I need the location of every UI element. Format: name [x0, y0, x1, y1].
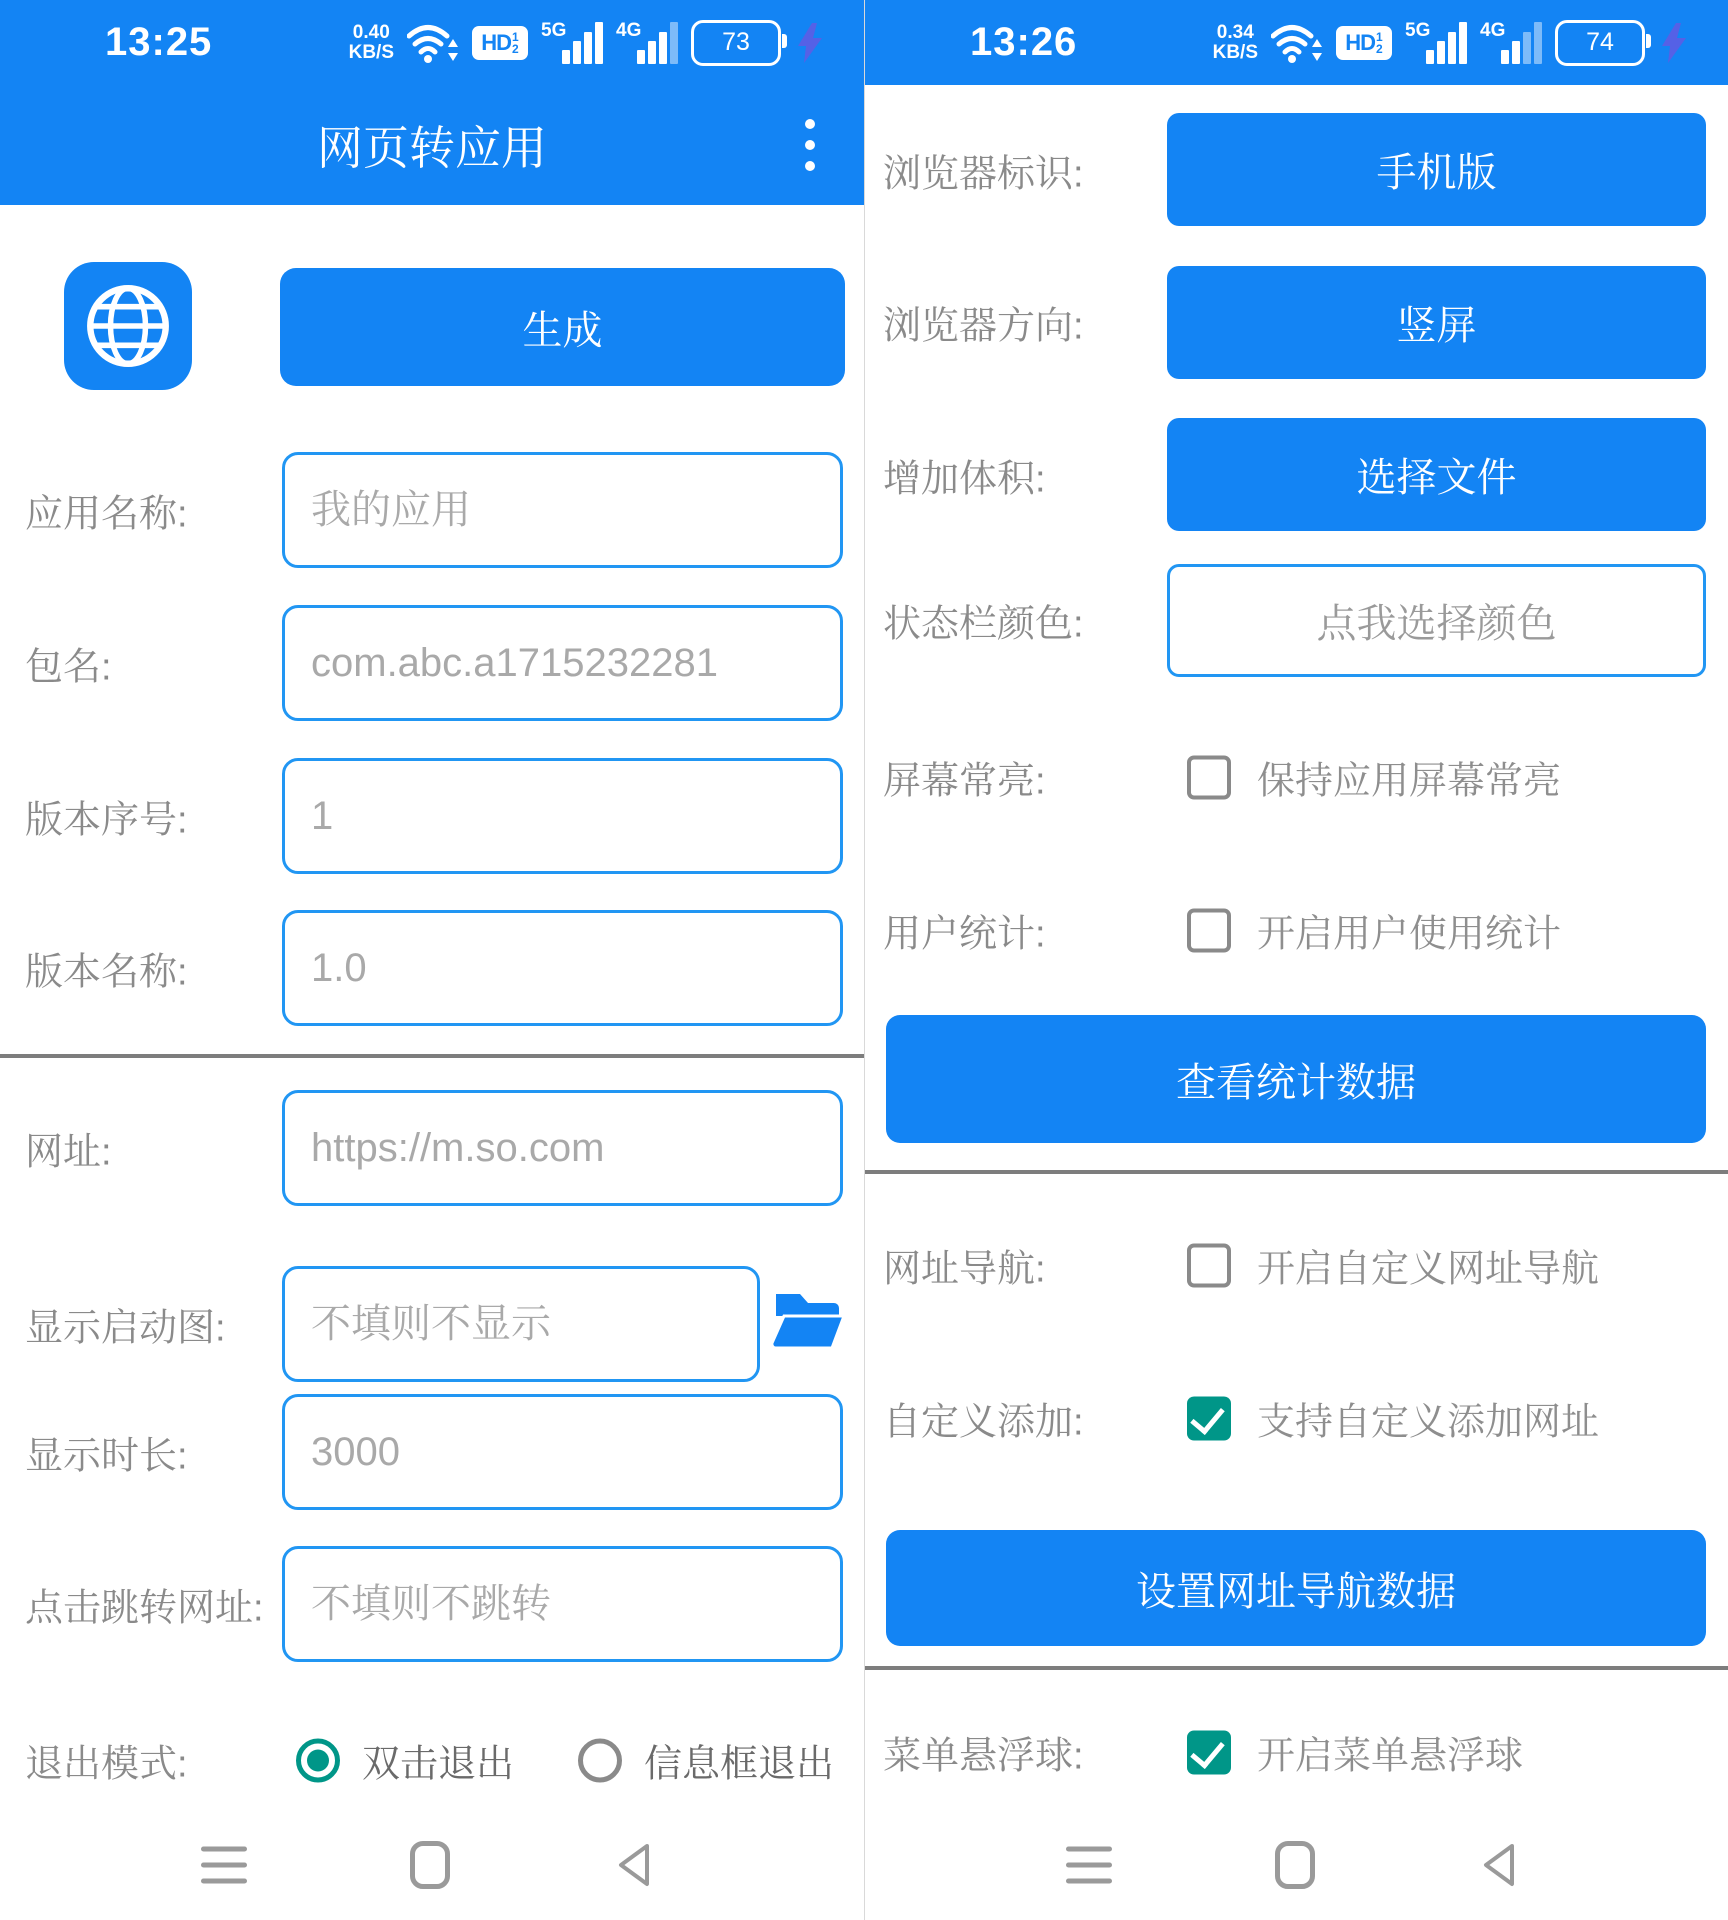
radio-option-dialog-exit[interactable]: 信息框退出 [578, 1733, 834, 1788]
field-label-package: 包名: [25, 646, 112, 689]
signal-4g-icon: 4G [616, 20, 678, 66]
user-stats-checkbox-row[interactable]: 开启用户使用统计 [1187, 903, 1561, 958]
android-nav-bar-left [0, 1810, 864, 1920]
wifi-icon [1271, 21, 1323, 65]
field-label-splash-duration: 显示时长: [25, 1435, 188, 1478]
clock: 13:25 [105, 20, 213, 64]
back-nav-icon[interactable] [613, 1841, 655, 1889]
section-divider [865, 1170, 1728, 1174]
keep-awake-checkbox-row[interactable]: 保持应用屏幕常亮 [1187, 750, 1561, 805]
checkbox-unchecked-icon[interactable] [1187, 755, 1231, 799]
field-label-click-url: 点击跳转网址: [25, 1587, 264, 1630]
radio-option-double-click-exit[interactable]: 双击退出 [296, 1733, 514, 1788]
android-nav-bar-right [865, 1810, 1728, 1920]
row-label-statusbar-color: 状态栏颜色: [883, 603, 1084, 646]
checkbox-checked-icon[interactable] [1187, 1730, 1231, 1774]
checkbox-checked-icon[interactable] [1187, 1396, 1231, 1440]
view-stats-button[interactable]: 查看统计数据 [886, 1015, 1706, 1143]
field-label-url: 网址: [25, 1131, 112, 1174]
signal-4g-icon: 4G [1480, 20, 1542, 66]
row-label-custom-add: 自定义添加: [883, 1401, 1084, 1444]
right-screen [864, 0, 1728, 1920]
field-label-exit-mode: 退出模式: [25, 1743, 188, 1786]
charging-bolt-icon [1662, 23, 1686, 63]
signal-5g-icon: 5G [541, 20, 603, 66]
status-bar-right [865, 0, 1728, 85]
battery-icon: 73 [691, 20, 781, 66]
checkbox-unchecked-icon[interactable] [1187, 1243, 1231, 1287]
set-nav-data-button[interactable]: 设置网址导航数据 [886, 1530, 1706, 1646]
app-bar [0, 85, 864, 205]
package-name-input[interactable] [282, 605, 843, 721]
browser-ua-button[interactable]: 手机版 [1167, 113, 1706, 226]
version-name-input[interactable] [282, 910, 843, 1026]
back-nav-icon[interactable] [1478, 1841, 1520, 1889]
custom-add-checkbox-row[interactable]: 支持自定义添加网址 [1187, 1391, 1599, 1446]
row-label-orientation: 浏览器方向: [883, 305, 1084, 348]
overflow-menu-icon[interactable] [788, 113, 832, 177]
field-label-splash: 显示启动图: [25, 1307, 226, 1350]
row-label-keep-awake: 屏幕常亮: [883, 760, 1046, 803]
splash-image-input[interactable] [282, 1266, 760, 1382]
choose-file-button[interactable]: 选择文件 [1167, 418, 1706, 531]
url-nav-checkbox-row[interactable]: 开启自定义网址导航 [1187, 1238, 1599, 1293]
section-divider [865, 1666, 1728, 1670]
field-label-app-name: 应用名称: [25, 493, 188, 536]
splash-duration-input[interactable] [282, 1394, 843, 1510]
network-speed: 0.34 KB/S [1212, 21, 1258, 63]
globe-icon [82, 280, 174, 372]
section-divider [0, 1054, 864, 1058]
generate-button[interactable]: 生成 [280, 268, 845, 386]
status-icons [349, 20, 822, 66]
url-input[interactable] [282, 1090, 843, 1206]
network-speed: 0.40 KB/S [348, 21, 394, 63]
row-label-user-stats: 用户统计: [883, 913, 1046, 956]
status-bar-left [0, 0, 864, 85]
row-label-float-ball: 菜单悬浮球: [883, 1735, 1084, 1778]
signal-5g-icon: 5G [1405, 20, 1467, 66]
orientation-button[interactable]: 竖屏 [1167, 266, 1706, 379]
splash-click-url-input[interactable] [282, 1546, 843, 1662]
menu-nav-icon[interactable] [1066, 1847, 1112, 1884]
radio-selected-icon[interactable] [296, 1738, 340, 1782]
radio-unselected-icon[interactable] [578, 1738, 622, 1782]
version-code-input[interactable] [282, 758, 843, 874]
clock: 13:26 [970, 20, 1078, 64]
row-label-url-nav: 网址导航: [883, 1248, 1046, 1291]
page-title: 网页转应用 [317, 122, 547, 174]
app-name-input[interactable] [282, 452, 843, 568]
open-folder-icon[interactable] [772, 1290, 844, 1352]
field-label-version-code: 版本序号: [25, 799, 188, 842]
hd-voice-icon: HD 1 2 [472, 26, 528, 60]
checkbox-unchecked-icon[interactable] [1187, 908, 1231, 952]
charging-bolt-icon [798, 23, 822, 63]
pick-color-button[interactable]: 点我选择颜色 [1167, 564, 1706, 677]
wifi-icon [407, 21, 459, 65]
app-icon-preview[interactable] [64, 262, 192, 390]
status-icons [1213, 20, 1686, 66]
float-ball-checkbox-row[interactable]: 开启菜单悬浮球 [1187, 1725, 1523, 1780]
field-label-version-name: 版本名称: [25, 951, 188, 994]
home-nav-icon[interactable] [410, 1841, 450, 1889]
menu-nav-icon[interactable] [201, 1847, 247, 1884]
home-nav-icon[interactable] [1275, 1841, 1315, 1889]
row-label-browser-ua: 浏览器标识: [883, 153, 1084, 196]
battery-icon: 74 [1555, 20, 1645, 66]
hd-voice-icon: HD 1 2 [1336, 26, 1392, 60]
row-label-add-size: 增加体积: [883, 458, 1046, 501]
